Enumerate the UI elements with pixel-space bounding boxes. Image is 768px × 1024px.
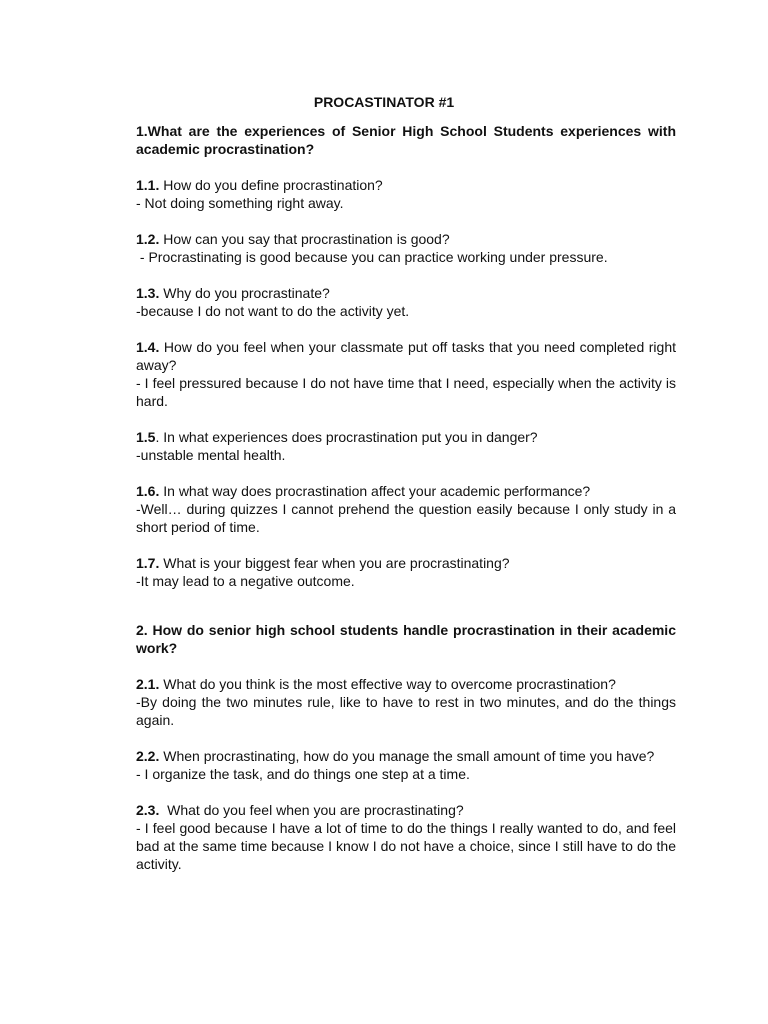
question-text: . In what experiences does procrastination put you in danger? bbox=[155, 429, 538, 445]
question-number: 1.6. bbox=[136, 483, 160, 499]
answer: - I feel good because I have a lot of time to do the things I really wanted to do, and feel bad at the same time because I know I do not have a choice, since I still have to do the activity. bbox=[136, 820, 676, 872]
question-number: 1.1. bbox=[136, 177, 160, 193]
question-text: How can you say that procrastination is good? bbox=[159, 231, 450, 247]
question-text: What do you feel when you are procrastinating? bbox=[159, 802, 464, 818]
answer: - Not doing something right away. bbox=[136, 195, 344, 211]
question-number: 1.3. bbox=[136, 285, 160, 301]
qa-item bbox=[136, 801, 676, 873]
question bbox=[136, 554, 676, 572]
question-number: 1.4. bbox=[136, 339, 160, 355]
question-text: How do you define procrastination? bbox=[159, 177, 383, 193]
question-number: 1.7. bbox=[136, 555, 160, 571]
section-heading: 1.What are the experiences of Senior High School Students experiences with academic procrastination? bbox=[136, 123, 676, 157]
answer: - I organize the task, and do things one step at a time. bbox=[136, 766, 470, 782]
answer: -Well… during quizzes I cannot prehend the question easily because I only study in a short period of time. bbox=[136, 501, 676, 535]
question-text: In what way does procrastination affect your academic performance? bbox=[159, 483, 591, 499]
qa-item bbox=[136, 284, 676, 320]
answer: -unstable mental health. bbox=[136, 447, 286, 463]
answer: - I feel pressured because I do not have time that I need, especially when the activity is hard. bbox=[136, 375, 676, 409]
question bbox=[136, 230, 676, 248]
question-number: 2.3. bbox=[136, 802, 160, 818]
question bbox=[136, 428, 676, 446]
question-text: What do you think is the most effective way to overcome procrastination? bbox=[159, 676, 616, 692]
qa-item bbox=[136, 338, 676, 410]
qa-item bbox=[136, 554, 676, 590]
answer: -because I do not want to do the activity yet. bbox=[136, 303, 410, 319]
question-number: 2.2. bbox=[136, 748, 160, 764]
document-title: PROCASTINATOR #1 bbox=[313, 94, 455, 110]
question-number: 1.2. bbox=[136, 231, 160, 247]
qa-item bbox=[136, 482, 676, 536]
question-text: Why do you procrastinate? bbox=[159, 285, 330, 301]
qa-item bbox=[136, 176, 676, 212]
question bbox=[136, 284, 676, 302]
section-2 bbox=[136, 621, 676, 873]
qa-item bbox=[136, 747, 676, 783]
section-1 bbox=[136, 122, 676, 590]
question bbox=[136, 338, 676, 374]
qa-item bbox=[136, 675, 676, 729]
question bbox=[136, 801, 676, 819]
question-number: 2.1. bbox=[136, 676, 160, 692]
question-text: When procrastinating, how do you manage the small amount of time you have? bbox=[159, 748, 655, 764]
question bbox=[136, 747, 676, 765]
section-heading: 2. How do senior high school students handle procrastination in their academic work? bbox=[136, 622, 676, 656]
answer: -By doing the two minutes rule, like to have to rest in two minutes, and do the things again. bbox=[136, 694, 676, 728]
answer: - Procrastinating is good because you can practice working under pressure. bbox=[136, 249, 608, 265]
question-text: How do you feel when your classmate put off tasks that you need completed right away? bbox=[136, 339, 676, 373]
qa-item bbox=[136, 428, 676, 464]
question bbox=[136, 482, 676, 500]
question bbox=[136, 675, 676, 693]
qa-item bbox=[136, 230, 676, 266]
question bbox=[136, 176, 676, 194]
question-number: 1.5 bbox=[136, 429, 156, 445]
answer: -It may lead to a negative outcome. bbox=[136, 573, 355, 589]
question-text: What is your biggest fear when you are procrastinating? bbox=[159, 555, 510, 571]
